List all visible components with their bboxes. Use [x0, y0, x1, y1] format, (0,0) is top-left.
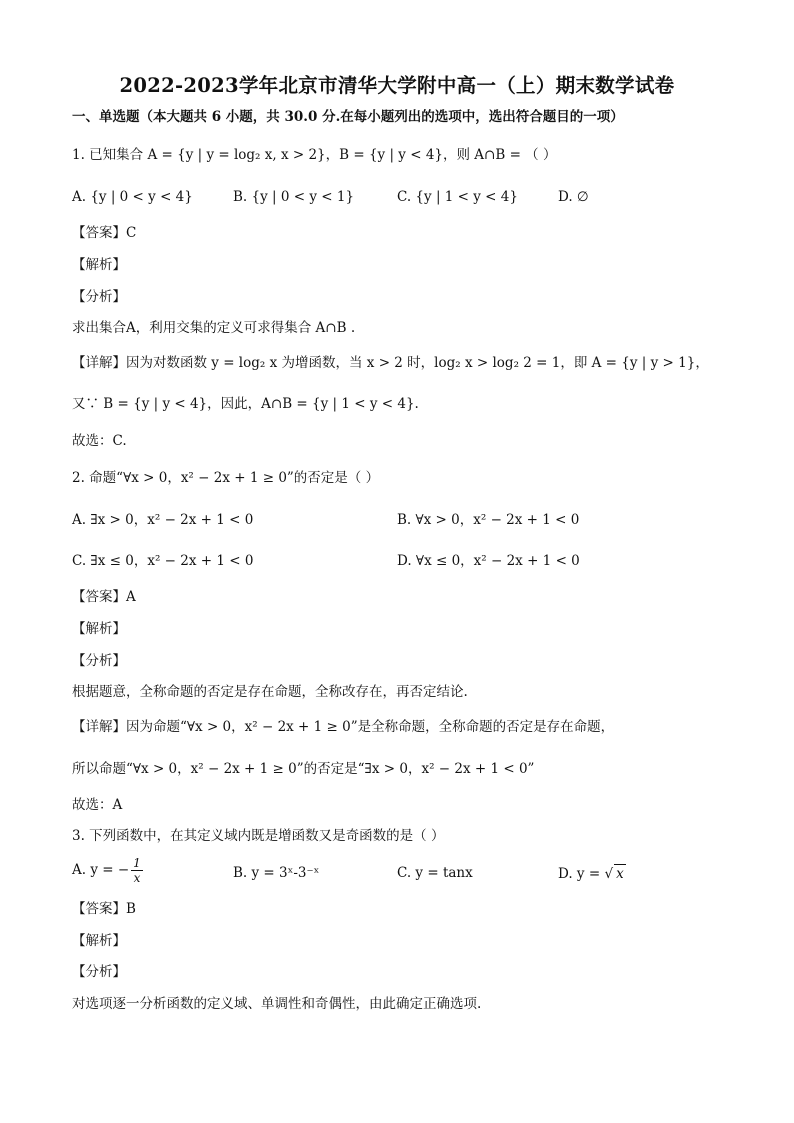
q3-option-a-prefix: A. y = −	[72, 862, 130, 878]
q3-option-d-prefix: D. y =	[558, 866, 601, 882]
q1-stem: 1. 已知集合 A = {y | y = log₂ x, x > 2}，B = {y | y < 4}，则 A∩B = （ ）	[72, 147, 557, 163]
q2-option-b: B. ∀x > 0，x² − 2x + 1 < 0	[397, 512, 580, 528]
q1-option-c: C. {y | 1 < y < 4}	[397, 189, 518, 205]
q2-stem: 2. 命题“∀x > 0，x² − 2x + 1 ≥ 0”的否定是（ ）	[72, 470, 380, 486]
q3-option-a	[72, 856, 143, 885]
q1-option-b: B. {y | 0 < y < 1}	[233, 189, 355, 205]
q2-detail-line-2: 所以命题“∀x > 0，x² − 2x + 1 ≥ 0”的否定是“∃x > 0，x² − 2x + 1 < 0”	[72, 761, 535, 777]
sqrt-radicand: x	[616, 866, 624, 882]
q3-option-c: C. y = tanx	[397, 865, 473, 881]
q3-option-b: B. y = 3ˣ-3⁻ˣ	[233, 865, 320, 881]
q1-conclusion: 故选：C.	[72, 433, 127, 449]
q1-detail-line-2: 又∵ B = {y | y < 4}，因此，A∩B = {y | 1 < y < 4}.	[72, 396, 419, 412]
q1-detail-line-1: 【详解】因为对数函数 y = log₂ x 为增函数，当 x > 2 时，log₂ x > log₂ 2 = 1，即 A = {y | y > 1}，	[72, 355, 709, 371]
q2-option-a: A. ∃x > 0，x² − 2x + 1 < 0	[72, 512, 254, 528]
q1-option-d: D. ∅	[558, 189, 589, 205]
q2-option-c: C. ∃x ≤ 0，x² − 2x + 1 < 0	[72, 553, 254, 569]
q3-answer: 【答案】B	[72, 901, 136, 917]
q1-analysis-text: 求出集合A，利用交集的定义可求得集合 A∩B .	[72, 320, 356, 336]
q2-answer: 【答案】A	[72, 589, 136, 605]
page-title: 2022-2023学年北京市清华大学附中高一（上）期末数学试卷	[119, 74, 675, 97]
q2-detail-line-1: 【详解】因为命题“∀x > 0，x² − 2x + 1 ≥ 0”是全称命题，全称命题的否定是存在命题，	[72, 719, 615, 735]
q1-answer: 【答案】C	[72, 225, 137, 241]
q3-stem: 3. 下列函数中，在其定义域内既是增函数又是奇函数的是（ ）	[72, 828, 445, 844]
q2-option-d: D. ∀x ≤ 0，x² − 2x + 1 < 0	[397, 553, 580, 569]
q3-option-d: D. y = √ x	[558, 866, 624, 882]
q1-jiexi-label: 【解析】	[72, 257, 126, 273]
q2-conclusion: 故选：A	[72, 797, 123, 813]
q1-fenxi-label: 【分析】	[72, 289, 126, 305]
q2-jiexi-label: 【解析】	[72, 621, 126, 637]
fraction-denominator: x	[133, 871, 141, 885]
q3-jiexi-label: 【解析】	[72, 933, 126, 949]
q3-fenxi-label: 【分析】	[72, 964, 126, 980]
fraction-numerator: 1	[133, 856, 141, 870]
section-heading: 一、单选题（本大题共 6 小题，共 30.0 分.在每小题列出的选项中，选出符合题目的一项）	[72, 109, 624, 125]
q3-analysis-text: 对选项逐一分析函数的定义域、单调性和奇偶性，由此确定正确选项.	[72, 996, 482, 1012]
q2-fenxi-label: 【分析】	[72, 653, 126, 669]
q1-option-a: A. {y | 0 < y < 4}	[72, 189, 193, 205]
q2-analysis-text: 根据题意，全称命题的否定是存在命题，全称改存在，再否定结论.	[72, 684, 468, 700]
q3-option-a-fraction	[131, 856, 143, 885]
